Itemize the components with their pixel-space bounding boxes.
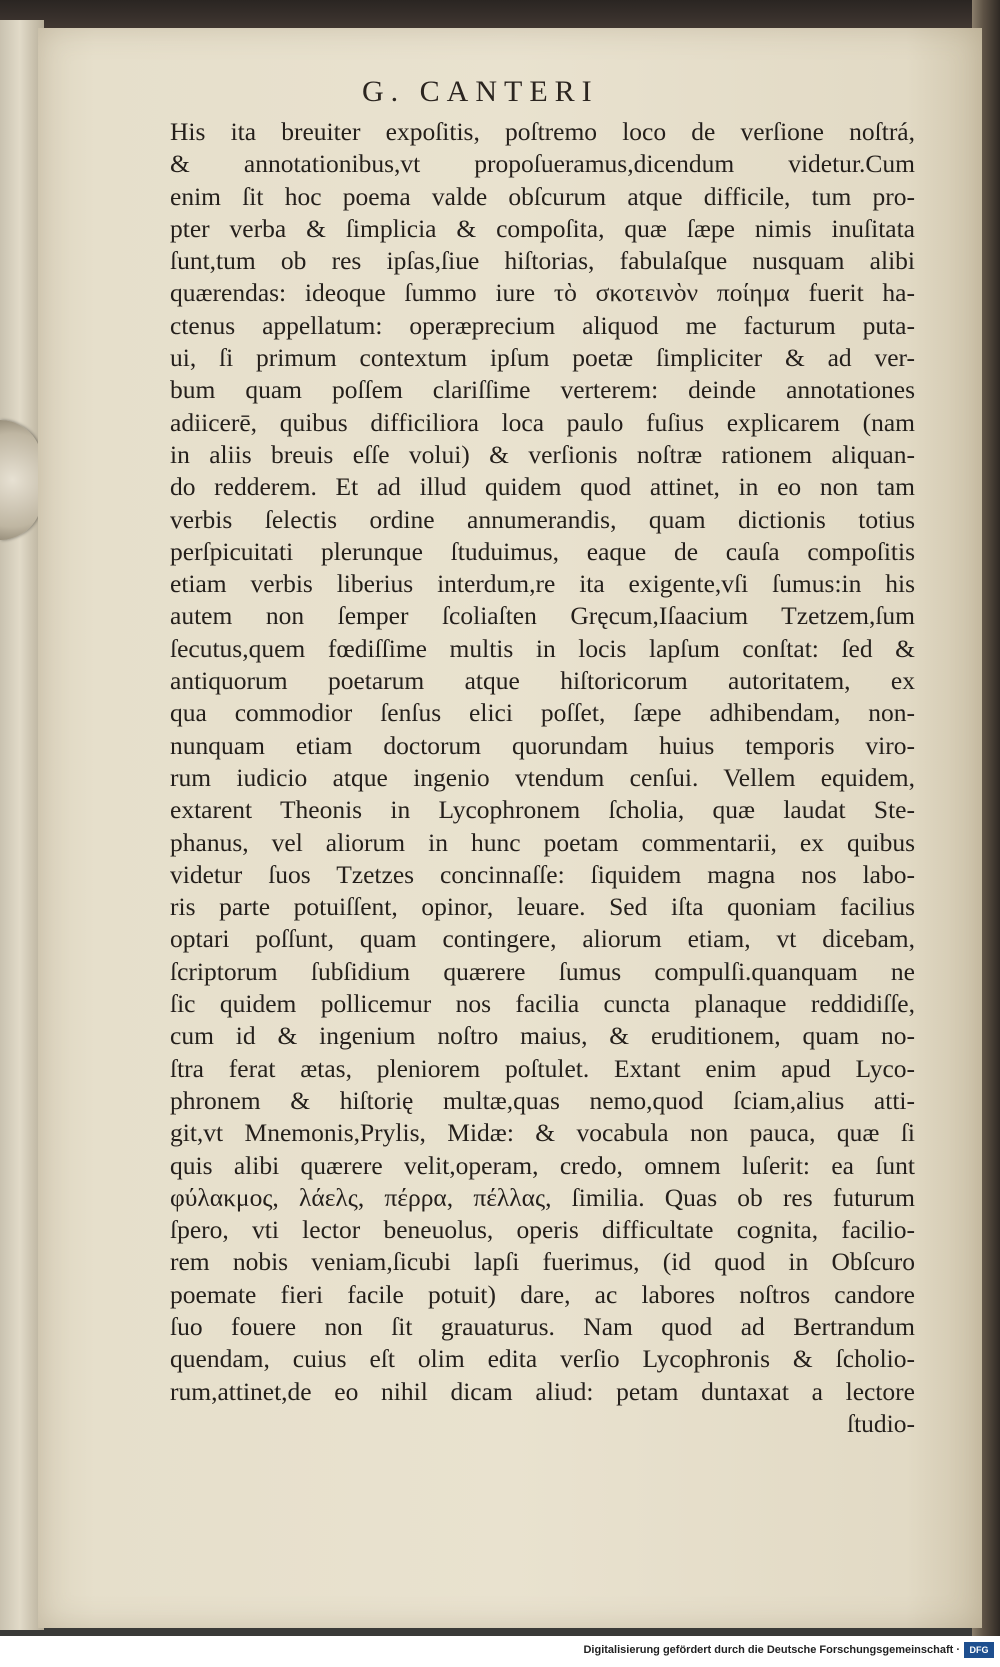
text-line: antiquorum poetarum atque hiſtoricorum autoritatem, ex xyxy=(170,666,915,696)
text-line: do redderem. Et ad illud quidem quod attinet, in eo non tam xyxy=(170,472,915,502)
text-line: ris parte potuiſſent, opinor, leuare. Sed iſta quoniam facilius xyxy=(170,892,915,922)
text-line: ſcriptorum ſubſidium quærere ſumus compulſi.quanquam ne xyxy=(170,956,915,986)
text-line: enim ſit hoc poema valde obſcurum atque difficile, tum pro- xyxy=(170,181,915,211)
text-line: φύλακμος, λάελς, πέρρα, πέλλας, ſimilia. Quas ob res futurum xyxy=(170,1182,915,1212)
text-line: verbis ſelectis ordine annumerandis, quam dictionis totius xyxy=(170,504,915,534)
text-line: ui, ſi primum contextum ipſum poetæ ſimpliciter & ad ver- xyxy=(170,343,915,373)
text-line: git,vt Mnemonis,Prylis, Midæ: & vocabula non pauca, quæ ſi xyxy=(170,1118,915,1148)
footer-bar xyxy=(0,1636,1000,1667)
text-line: optari poſſunt, quam contingere, aliorum etiam, vt dicebam, xyxy=(170,924,915,954)
text-line: rum iudicio atque ingenio vtendum cenſui. Vellem equidem, xyxy=(170,762,915,792)
text-line: ctenus appellatum: operæprecium aliquod me facturum puta- xyxy=(170,310,915,340)
text-line: in aliis breuis eſſe volui) & verſionis noſtræ rationem aliquan- xyxy=(170,439,915,469)
text-line: & annotationibus,vt propoſueramus,dicendum videtur.Cum xyxy=(170,149,915,179)
text-line: ſpero, vti lector beneuolus, operis difficultate cognita, facilio- xyxy=(170,1215,915,1245)
text-line: nunquam etiam doctorum quorundam huius temporis viro- xyxy=(170,730,915,760)
text-line: ſic quidem pollicemur nos facilia cuncta planaque reddidiſſe, xyxy=(170,989,915,1019)
text-line: etiam verbis liberius interdum,re ita exigente,vſi ſumus:in his xyxy=(170,569,915,599)
body-text xyxy=(170,116,915,1440)
text-line: perſpicuitati plerunque ſtuduimus, eaque de cauſa compoſitis xyxy=(170,536,915,566)
text-line: quendam, cuius eſt olim edita verſio Lycophronis & ſcholio- xyxy=(170,1344,915,1374)
text-line: rem nobis veniam,ſicubi lapſi fuerimus, (id quod in Obſcuro xyxy=(170,1247,915,1277)
running-head: G. CANTERI xyxy=(362,75,599,108)
text-line: adiicerē, quibus difficiliora loca paulo fuſius explicarem (nam xyxy=(170,407,915,437)
text-line: bum quam poſſem clariſſime verterem: deinde annotationes xyxy=(170,375,915,405)
text-line: videtur ſuos Tzetzes concinnaſſe: ſiquidem magna nos labo- xyxy=(170,859,915,889)
text-line: rum,attinet,de eo nihil dicam aliud: petam duntaxat a lectore xyxy=(170,1376,915,1406)
text-line: ſunt,tum ob res ipſas,ſiue hiſtorias, fabulaſque nusquam alibi xyxy=(170,246,915,276)
text-line: poemate fieri facile potuit) dare, ac labores noſtros candore xyxy=(170,1279,915,1309)
text-line: phanus, vel aliorum in hunc poetam commentarii, ex quibus xyxy=(170,827,915,857)
text-line: phronem & hiſtorię multæ,quas nemo,quod ſciam,alius atti- xyxy=(170,1085,915,1115)
dfg-logo: DFG xyxy=(964,1642,994,1658)
text-line: qua commodior ſenſus elici poſſet, ſæpe adhibendam, non- xyxy=(170,698,915,728)
text-line: autem non ſemper ſcoliaſten Gręcum,Iſaacium Tzetzem,ſum xyxy=(170,601,915,631)
text-line: cum id & ingenium noſtro maius, & eruditionem, quam no- xyxy=(170,1021,915,1051)
text-line: quærendas: ideoque ſummo iure τὸ σκοτεινὸν ποίημα fuerit ha- xyxy=(170,278,915,308)
text-line: ſtra ferat ætas, pleniorem poſtulet. Extant enim apud Lyco- xyxy=(170,1053,915,1083)
text-line: His ita breuiter expoſitis, poſtremo loco de verſione noſtrá, xyxy=(170,117,915,146)
funding-credit: Digitalisierung gefördert durch die Deutsche Forschungsgemeinschaft · xyxy=(583,1644,960,1656)
text-line: extarent Theonis in Lycophronem ſcholia, quæ laudat Ste- xyxy=(170,795,915,825)
text-line: ſuo fouere non ſit grauaturus. Nam quod ad Bertrandum xyxy=(170,1311,915,1341)
text-line: ſtudio- xyxy=(847,1408,915,1438)
text-line: pter verba & ſimplicia & compoſita, quæ ſæpe nimis inuſitata xyxy=(170,213,915,243)
text-line: quis alibi quærere velit,operam, credo, omnem luſerit: ea ſunt xyxy=(170,1150,915,1180)
text-line: ſecutus,quem fœdiſſime multis in locis lapſum conſtat: ſed & xyxy=(170,633,915,663)
